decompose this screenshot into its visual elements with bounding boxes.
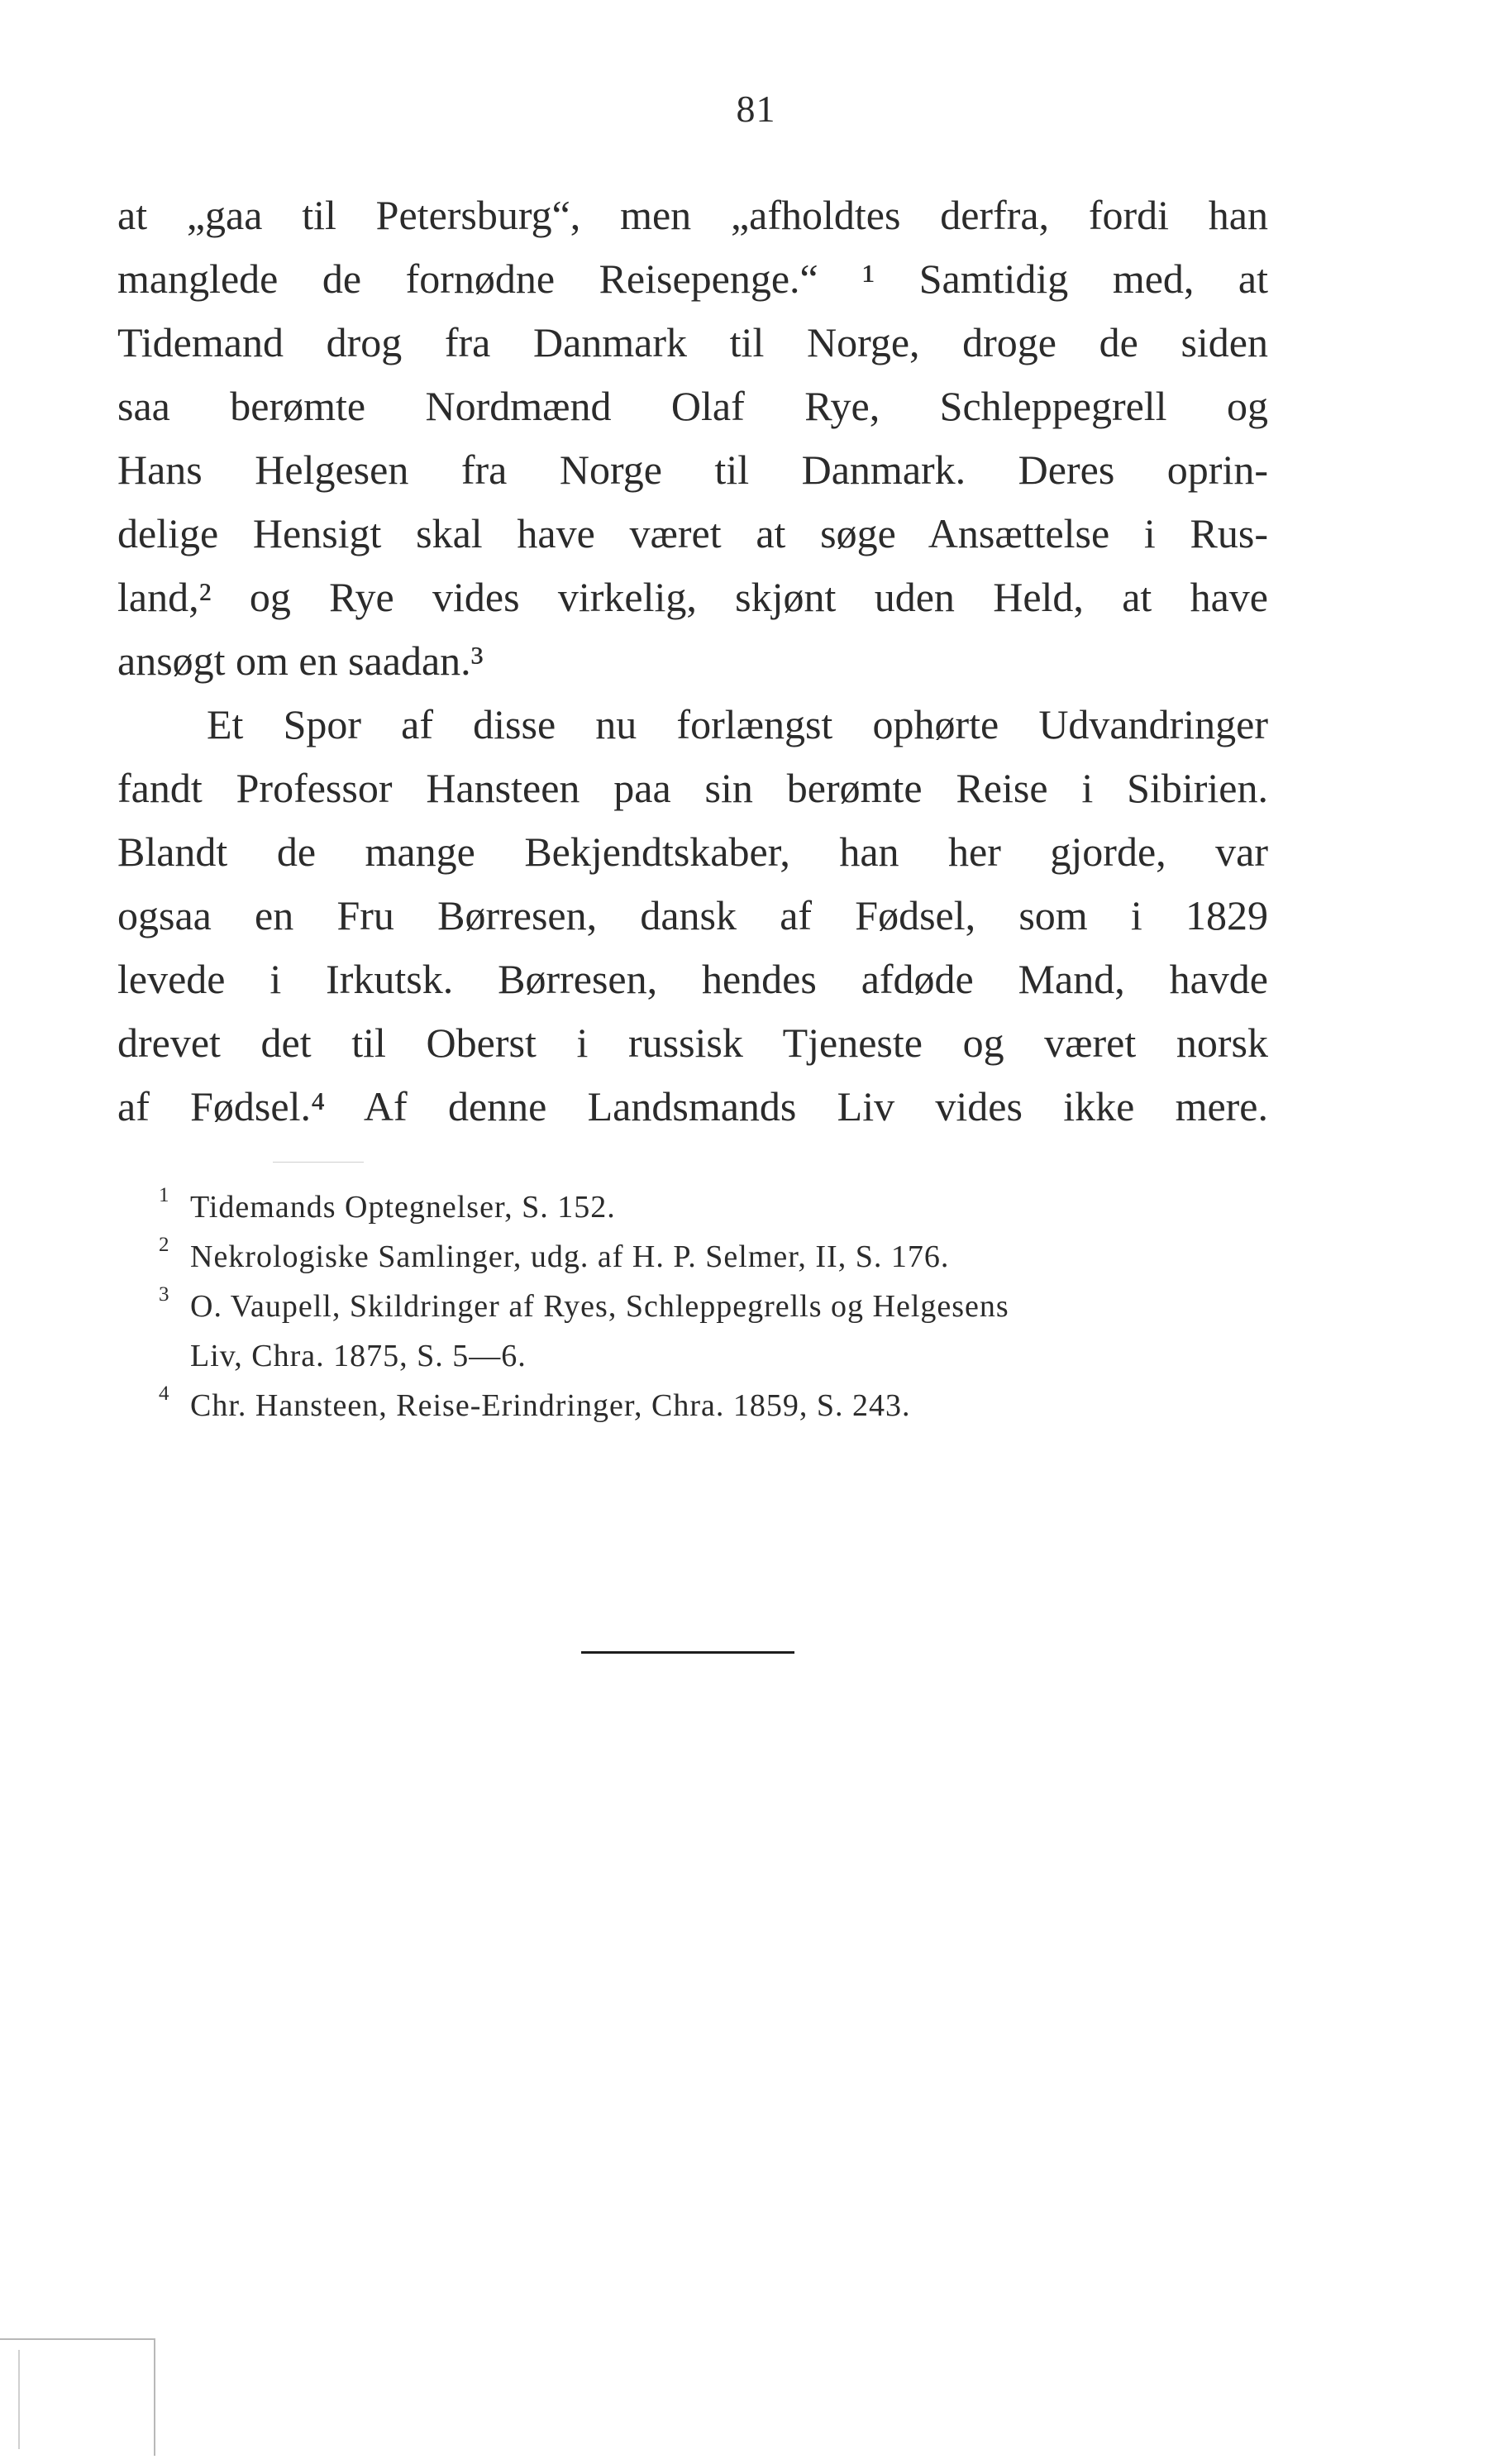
footnote-number: 1: [159, 1184, 170, 1206]
footnote-text: O. Vaupell, Skildringer af Ryes, Schleppegrells og Helgesens: [190, 1289, 1009, 1324]
end-of-chapter-rule: [581, 1651, 794, 1654]
footnote-text: Tidemands Optegnelser, S. 152.: [190, 1190, 616, 1225]
text-line: fandt Professor Hansteen paa sin berømte Reise i Sibirien.: [117, 765, 1268, 811]
text-line: drevet det til Oberst i russisk Tjeneste og været norsk: [117, 1020, 1268, 1066]
footnote: [117, 1232, 1275, 1282]
text-line: af Fødsel.⁴ Af denne Landsmands Liv vides ikke mere.: [117, 1083, 1268, 1129]
text-line: levede i Irkutsk. Børresen, hendes afdøde Mand, havde: [117, 956, 1268, 1002]
footnote-text: Chr. Hansteen, Reise-Erindringer, Chra. 1859, S. 243.: [190, 1388, 911, 1423]
text-line: at „gaa til Petersburg“, men „afholdtes derfra, fordi han: [117, 192, 1268, 238]
page-number: 81: [736, 88, 776, 130]
text-line: ogsaa en Fru Børresen, dansk af Fødsel, som i 1829: [117, 892, 1268, 938]
scan-edge-mark: [18, 2350, 20, 2449]
text-line: delige Hensigt skal have været at søge Ansættelse i Rus-: [117, 510, 1268, 556]
footnote-number: 3: [159, 1283, 170, 1306]
footnote-text: Liv, Chra. 1875, S. 5—6.: [190, 1339, 527, 1373]
text-line: saa berømte Nordmænd Olaf Rye, Schleppegrell og: [117, 383, 1268, 429]
footnote: [117, 1282, 1275, 1331]
footnote-text: Nekrologiske Samlinger, udg. af H. P. Selmer, II, S. 176.: [190, 1239, 950, 1274]
scan-corner-mark: [0, 2338, 155, 2456]
text-line: Hans Helgesen fra Norge til Danmark. Deres oprin-: [117, 446, 1268, 493]
text-line: manglede de fornødne Reisepenge.“ ¹ Samtidig med, at: [117, 255, 1268, 302]
footnote-continuation: [117, 1331, 1275, 1381]
text-line: Blandt de mange Bekjendtskaber, han her gjorde, var: [117, 828, 1268, 875]
footnote-number: 2: [159, 1234, 170, 1256]
text-line: Tidemand drog fra Danmark til Norge, droge de siden: [117, 319, 1268, 365]
footnote-separator: [273, 1162, 364, 1163]
footnote-number: 4: [159, 1382, 170, 1405]
footnote: [117, 1182, 1275, 1232]
body-text: [117, 184, 1268, 1139]
footnote: [117, 1381, 1275, 1430]
text-line: ansøgt om en saadan.³: [117, 637, 484, 684]
text-line: Et Spor af disse nu forlængst ophørte Udvandringer: [207, 701, 1268, 747]
text-line: land,² og Rye vides virkelig, skjønt uden Held, at have: [117, 574, 1268, 620]
footnotes: [117, 1182, 1275, 1430]
